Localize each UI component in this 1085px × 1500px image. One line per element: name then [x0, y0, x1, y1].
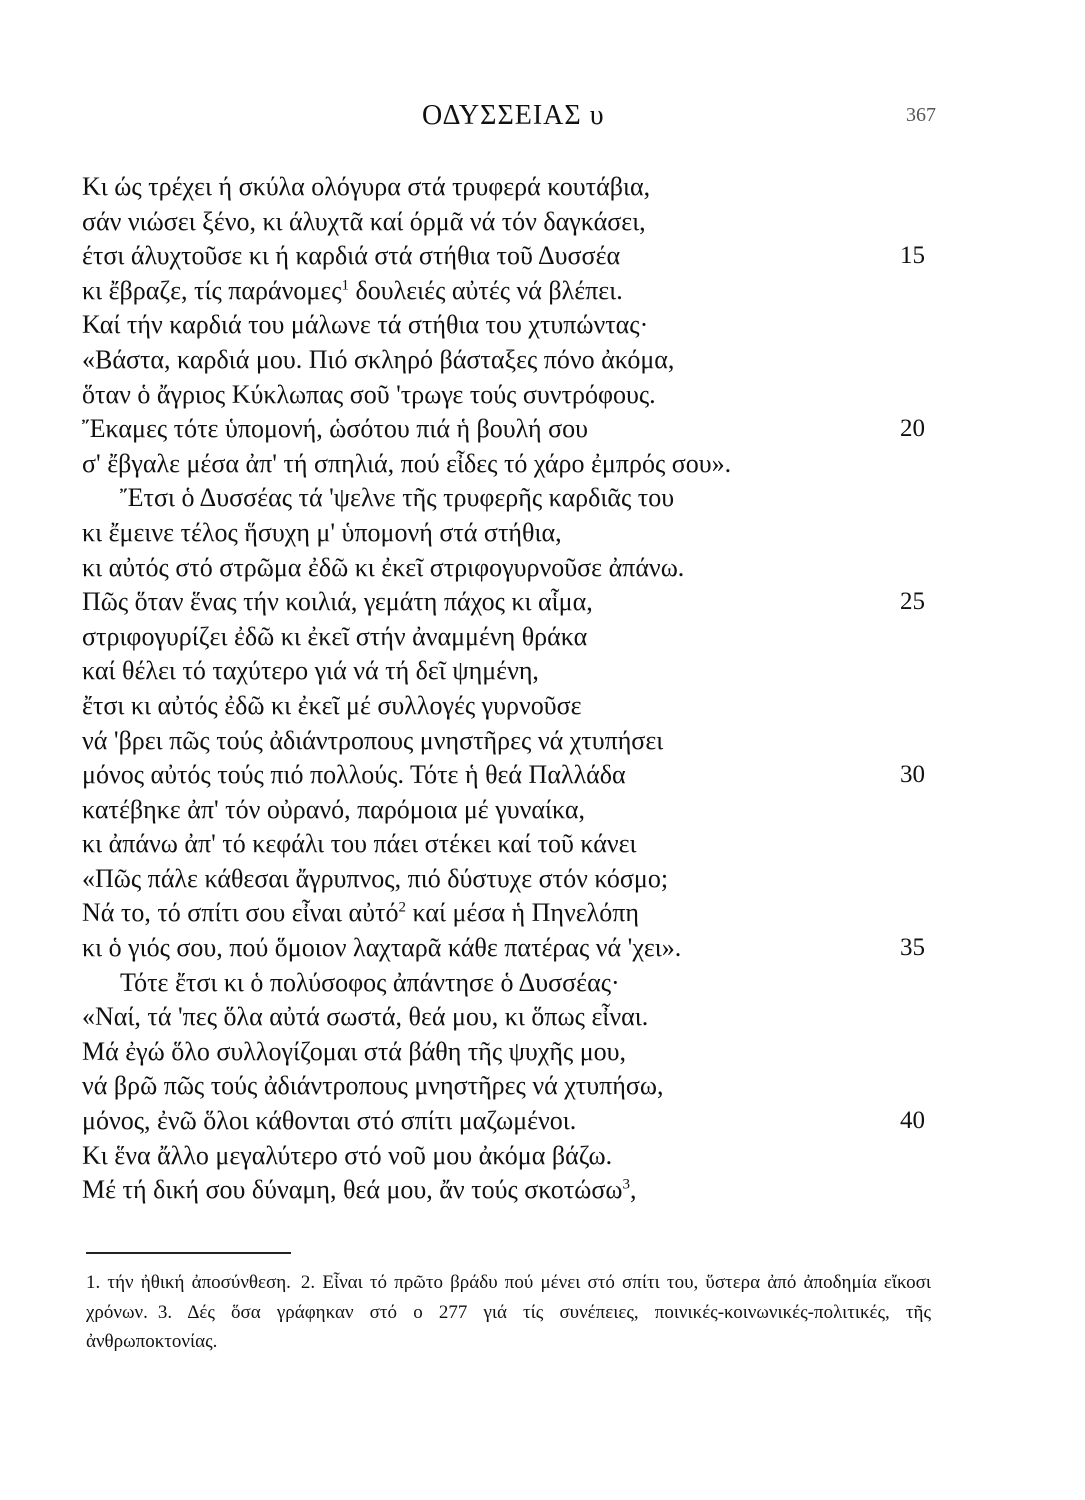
line-number: 35	[900, 934, 925, 962]
verse-line	[82, 516, 942, 551]
verse-text: κι ὁ γιός σου, πού ὅμοιον λαχταρᾶ κάθε πατέρας νά 'χει».	[82, 933, 682, 963]
verse-line	[82, 239, 942, 274]
verse-line	[82, 896, 942, 931]
verse-line	[82, 620, 942, 655]
verse-text: νά 'βρει πῶς τούς ἀδιάντροπους μνηστῆρες νά χτυπήσει	[82, 725, 664, 755]
verse-text: Μέ τή δική σου δύναμη, θεά μου, ἄν τούς σκοτώσω$^3$,	[82, 1175, 637, 1205]
verse-line	[82, 862, 942, 897]
verse-text: Κι ἕνα ἄλλο μεγαλύτερο στό νοῦ μου ἀκόμα βάζω.	[82, 1140, 613, 1170]
verse-line	[82, 170, 942, 205]
verse-text: ὅταν ὁ ἄγριος Κύκλωπας σοῦ 'τρωγε τούς συντρόφους.	[82, 379, 656, 409]
footnote-2: 2. Εἶναι τό πρῶτο βράδυ πού μένει στό σπίτι του, ὕστερα ἀπό ἀποδημία εἴκοσι χρόνων.	[86, 1272, 931, 1323]
line-number: 15	[900, 242, 925, 270]
verse-line	[82, 343, 942, 378]
verse-text: μόνος αὐτός τούς πιό πολλούς. Τότε ἡ θεά Παλλάδα	[82, 760, 626, 790]
verse-text: «Βάστα, καρδιά μου. Πιό σκληρό βάσταξες πόνο ἀκόμα,	[82, 344, 675, 374]
verse-text: έτσι άλυχτοῦσε κι ή καρδιά στά στήθια τοῦ Δυσσέα	[82, 241, 621, 271]
verse-text: Ἔτσι ὁ Δυσσέας τά 'ψελνε τῆς τρυφερῆς καρδιᾶς του	[120, 483, 675, 513]
verse-line	[82, 689, 942, 724]
verse-line	[82, 585, 942, 620]
verse-line	[82, 481, 942, 516]
verse-text: Πῶς ὅταν ἕνας τήν κοιλιά, γεμάτη πάχος κι αἷμα,	[82, 587, 593, 617]
verse-text: «Πῶς πάλε κάθεσαι ἄγρυπνος, πιό δύστυχε στόν κόσμο;	[82, 863, 669, 893]
verse-line	[82, 205, 942, 240]
verse-line	[82, 447, 942, 482]
verse-text: Τότε ἔτσι κι ὁ πολύσοφος ἀπάντησε ὁ Δυσσέας·	[120, 967, 620, 997]
verse-line	[82, 724, 942, 759]
running-head	[0, 100, 1085, 140]
verse-line	[82, 931, 942, 966]
verse-line	[82, 966, 942, 1001]
verse-line	[82, 758, 942, 793]
line-number: 30	[900, 761, 925, 789]
verse-text: Ἔκαμες τότε ὑπομονή, ὡσότου πιά ἡ βουλή σου	[82, 414, 589, 444]
footnote-marker: 3	[622, 1176, 630, 1193]
verse-line	[82, 378, 942, 413]
footnote-1: 1. τήν ἠθική ἀποσύνθεση.	[86, 1272, 291, 1293]
verse-text: κι ἔβραζε, τίς παράνομες$^1$ δουλειές αὐτές νά βλέπει.	[82, 275, 623, 305]
verse-text: κι ἔμεινε τέλος ἥσυχη μ' ὑπομονή στά στήθια,	[82, 517, 562, 547]
verse-text: κι ἀπάνω ἀπ' τό κεφάλι του πάει στέκει καί τοῦ κάνει	[82, 829, 637, 859]
verse-text: στριφογυρίζει ἐδῶ κι ἐκεῖ στήν ἀναμμένη θράκα	[82, 621, 588, 651]
verse-text: σ' ἔβγαλε μέσα ἀπ' τή σπηλιά, πού εἶδες τό χάρο ἐμπρός σου».	[82, 448, 732, 478]
verse-text: κι αὐτός στό στρῶμα ἐδῶ κι ἐκεῖ στριφογυρνοῦσε ἀπάνω.	[82, 552, 685, 582]
verse-text: Μά ἐγώ ὅλο συλλογίζομαι στά βάθη τῆς ψυχῆς μου,	[82, 1036, 627, 1066]
footnote-marker: 2	[398, 899, 406, 916]
verse-text: Καί τήν καρδιά του μάλωνε τά στήθια του χτυπώντας·	[82, 310, 649, 340]
verse-line	[82, 1069, 942, 1104]
verse-line	[82, 1173, 942, 1208]
running-title: ΟΔΥΣΣΕΙΑΣ υ	[422, 100, 605, 131]
line-number: 40	[900, 1107, 925, 1135]
verse-line	[82, 1035, 942, 1070]
verse-line	[82, 1000, 942, 1035]
verse-text: μόνος, ἐνῶ ὅλοι κάθονται στό σπίτι μαζωμένοι.	[82, 1106, 577, 1136]
line-number: 20	[900, 415, 925, 443]
footnote-marker: 1	[341, 277, 350, 294]
verse-text: Κι ώς τρέχει ή σκύλα ολόγυρα στά τρυφερά κουτάβια,	[82, 172, 651, 201]
verse-line	[82, 1139, 942, 1174]
verse-line	[82, 274, 942, 309]
verse-text: νά βρῶ πῶς τούς ἀδιάντροπους μνηστῆρες νά χτυπήσω,	[82, 1071, 664, 1101]
verse-line	[82, 793, 942, 828]
verse-line	[82, 654, 942, 689]
verse-line	[82, 551, 942, 586]
verse-line	[82, 827, 942, 862]
verse-text: Νά το, τό σπίτι σου εἶναι αὐτό$^2$ καί μέσα ἡ Πηνελόπη	[82, 898, 639, 928]
verse-text: καί θέλει τό ταχύτερο γιά νά τή δεῖ ψημένη,	[82, 656, 539, 686]
poem-text	[82, 170, 942, 1208]
line-number: 25	[900, 588, 925, 616]
verse-text: ἔτσι κι αὐτός ἐδῶ κι ἐκεῖ μέ συλλογές γυρνοῦσε	[82, 690, 582, 720]
page-number: 367	[906, 104, 936, 126]
verse-text: σάν νιώσει ξένο, κι άλυχτᾶ καί όρμᾶ νά τόν δαγκάσει,	[82, 206, 646, 236]
footnote-3: 3. Δές ὅσα γράφηκαν στό ο 277 γιά τίς συνέπειες, ποινικές-κοινωνικές-πολιτικές, τῆς ἀνθρωποκτονίας.	[86, 1301, 931, 1352]
footnotes	[86, 1268, 931, 1357]
verse-text: κατέβηκε ἀπ' τόν οὐρανό, παρόμοια μέ γυναίκα,	[82, 794, 585, 824]
footnote-rule	[86, 1252, 291, 1254]
verse-line	[82, 412, 942, 447]
verse-line	[82, 1104, 942, 1139]
verse-line	[82, 308, 942, 343]
verse-text: «Ναί, τά 'πες ὅλα αὐτά σωστά, θεά μου, κι ὅπως εἶναι.	[82, 1002, 649, 1032]
